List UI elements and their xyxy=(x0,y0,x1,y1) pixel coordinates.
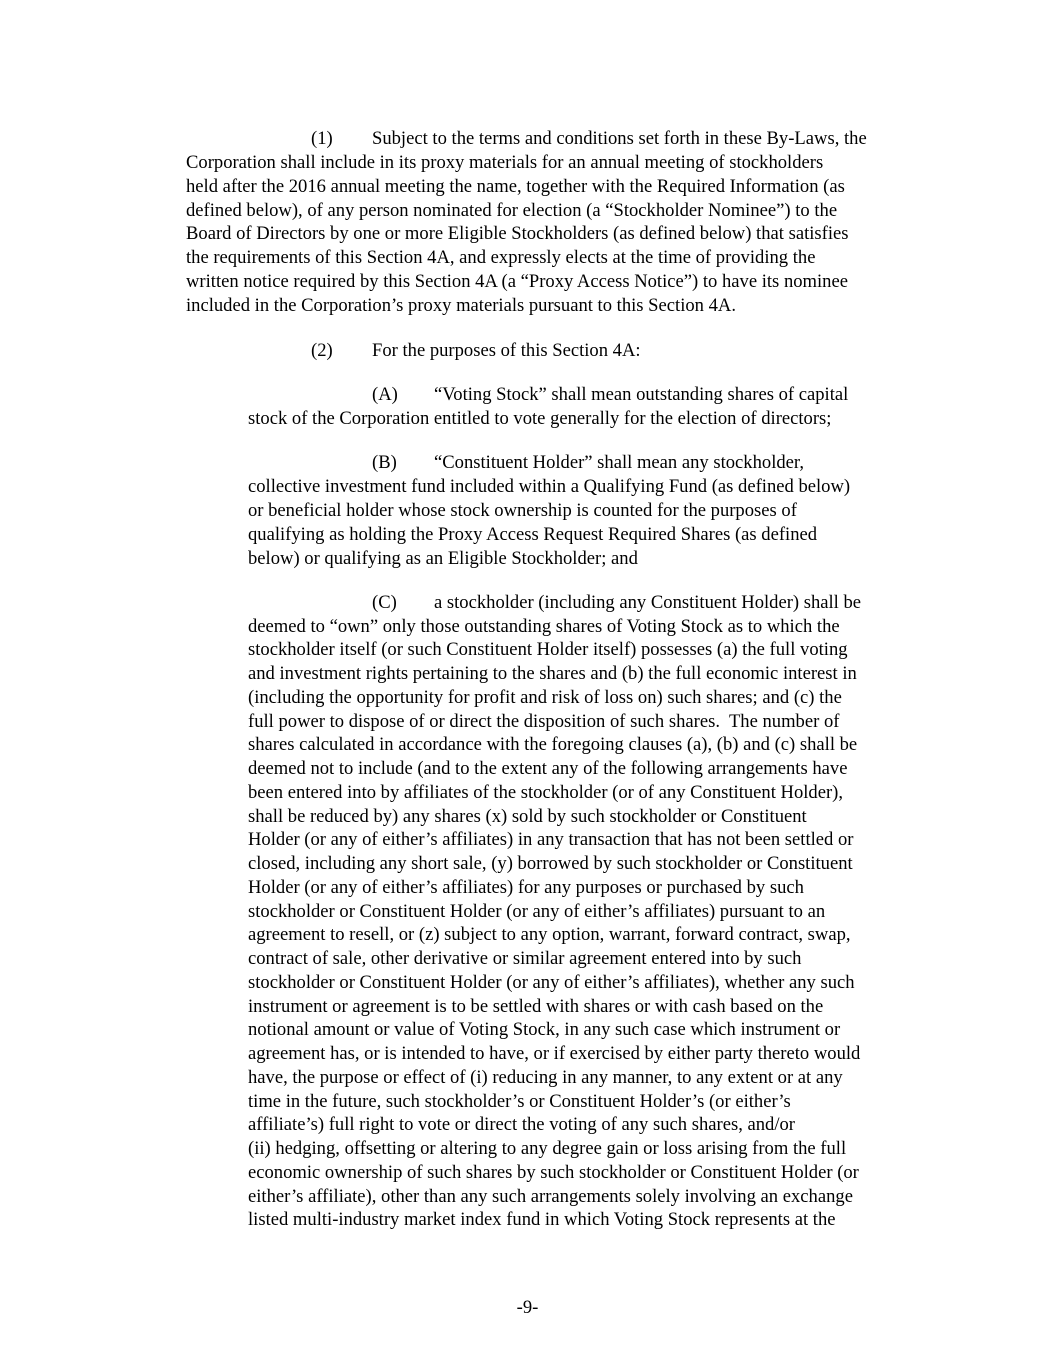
item-line: time in the future, such stockholder’s or Constituent Holder’s (or either’s xyxy=(248,1091,791,1112)
item-line: affiliate’s) full right to vote or direct the voting of any such shares, and/or xyxy=(248,1114,795,1135)
item-line: shares calculated in accordance with the foregoing clauses (a), (b) and (c) shall be xyxy=(248,734,858,755)
item-line: stockholder itself (or such Constituent Holder itself) possesses (a) the full voting xyxy=(248,639,848,660)
paragraph-line: included in the Corporation’s proxy materials pursuant to this Section 4A. xyxy=(186,295,736,316)
item-line: stockholder or Constituent Holder (or any of either’s affiliates) pursuant to an xyxy=(248,901,826,922)
paragraph-line: Corporation shall include in its proxy materials for an annual meeting of stockholders xyxy=(186,152,824,173)
item-line: closed, including any short sale, (y) borrowed by such stockholder or Constituent xyxy=(248,853,853,874)
paragraph-line: defined below), of any person nominated for election (a “Stockholder Nominee”) to the xyxy=(186,200,838,221)
item-line: deemed to “own” only those outstanding shares of Voting Stock as to which the xyxy=(248,616,840,637)
item-line: either’s affiliate), other than any such arrangements solely involving an exchange xyxy=(248,1186,853,1207)
item-line: and investment rights pertaining to the shares and (b) the full economic interest in xyxy=(248,663,857,684)
item-line: notional amount or value of Voting Stock, in any such case which instrument or xyxy=(248,1019,841,1040)
item-line: (including the opportunity for profit and risk of loss on) such shares; and (c) the xyxy=(248,687,842,708)
item-line: full power to dispose of or direct the disposition of such shares. The number of xyxy=(248,711,840,732)
page-number: -9- xyxy=(516,1297,539,1318)
item-line: or beneficial holder whose stock ownership is counted for the purposes of xyxy=(248,500,797,521)
item-line: shall be reduced by) any shares (x) sold by such stockholder or Constituent xyxy=(248,806,807,827)
item-line: contract of sale, other derivative or similar agreement entered into by such xyxy=(248,948,802,969)
item-line: deemed not to include (and to the extent any of the following arrangements have xyxy=(248,758,848,779)
item-line: have, the purpose or effect of (i) reducing in any manner, to any extent or at any xyxy=(248,1067,843,1088)
item-number: (A) xyxy=(372,384,398,405)
paragraph-line: For the purposes of this Section 4A: xyxy=(372,340,641,361)
item-line: economic ownership of such shares by such stockholder or Constituent Holder (or xyxy=(248,1162,859,1183)
item-line: agreement has, or is intended to have, or if exercised by either party thereto would xyxy=(248,1043,861,1064)
item-line: instrument or agreement is to be settled with shares or with cash based on the xyxy=(248,996,824,1017)
item-line: Holder (or any of either’s affiliates) in any transaction that has not been settled or xyxy=(248,829,854,850)
item-number: (B) xyxy=(372,452,397,473)
item-line: “Constituent Holder” shall mean any stockholder, xyxy=(434,452,805,473)
item-line: Holder (or any of either’s affiliates) for any purposes or purchased by such xyxy=(248,877,804,898)
item-line: stock of the Corporation entitled to vote generally for the election of directors; xyxy=(248,408,832,429)
item-line: “Voting Stock” shall mean outstanding shares of capital xyxy=(434,384,849,405)
paragraph-line: the requirements of this Section 4A, and expressly elects at the time of providing the xyxy=(186,247,816,268)
item-line: collective investment fund included within a Qualifying Fund (as defined below) xyxy=(248,476,851,497)
item-line: qualifying as holding the Proxy Access Request Required Shares (as defined xyxy=(248,524,818,545)
paragraph-line: Board of Directors by one or more Eligible Stockholders (as defined below) that satisfies xyxy=(186,223,849,244)
item-line: agreement to resell, or (z) subject to any option, warrant, forward contract, swap, xyxy=(248,924,851,945)
item-line: been entered into by affiliates of the stockholder (or of any Constituent Holder), xyxy=(248,782,843,803)
paragraph-number: (2) xyxy=(311,340,333,361)
item-line: stockholder or Constituent Holder (or any of either’s affiliates), whether any such xyxy=(248,972,855,993)
paragraph-number: (1) xyxy=(311,128,333,149)
paragraph-line: written notice required by this Section 4A (a “Proxy Access Notice”) to have its nominee xyxy=(186,271,848,292)
item-line: a stockholder (including any Constituent Holder) shall be xyxy=(434,592,862,613)
paragraph-line: Subject to the terms and conditions set forth in these By-Laws, the xyxy=(372,128,867,149)
item-line: (ii) hedging, offsetting or altering to any degree gain or loss arising from the full xyxy=(248,1138,847,1159)
item-number: (C) xyxy=(372,592,397,613)
paragraph-line: held after the 2016 annual meeting the name, together with the Required Information (as xyxy=(186,176,845,197)
item-line: listed multi-industry market index fund in which Voting Stock represents at the xyxy=(248,1209,836,1230)
item-line: below) or qualifying as an Eligible Stockholder; and xyxy=(248,548,638,569)
